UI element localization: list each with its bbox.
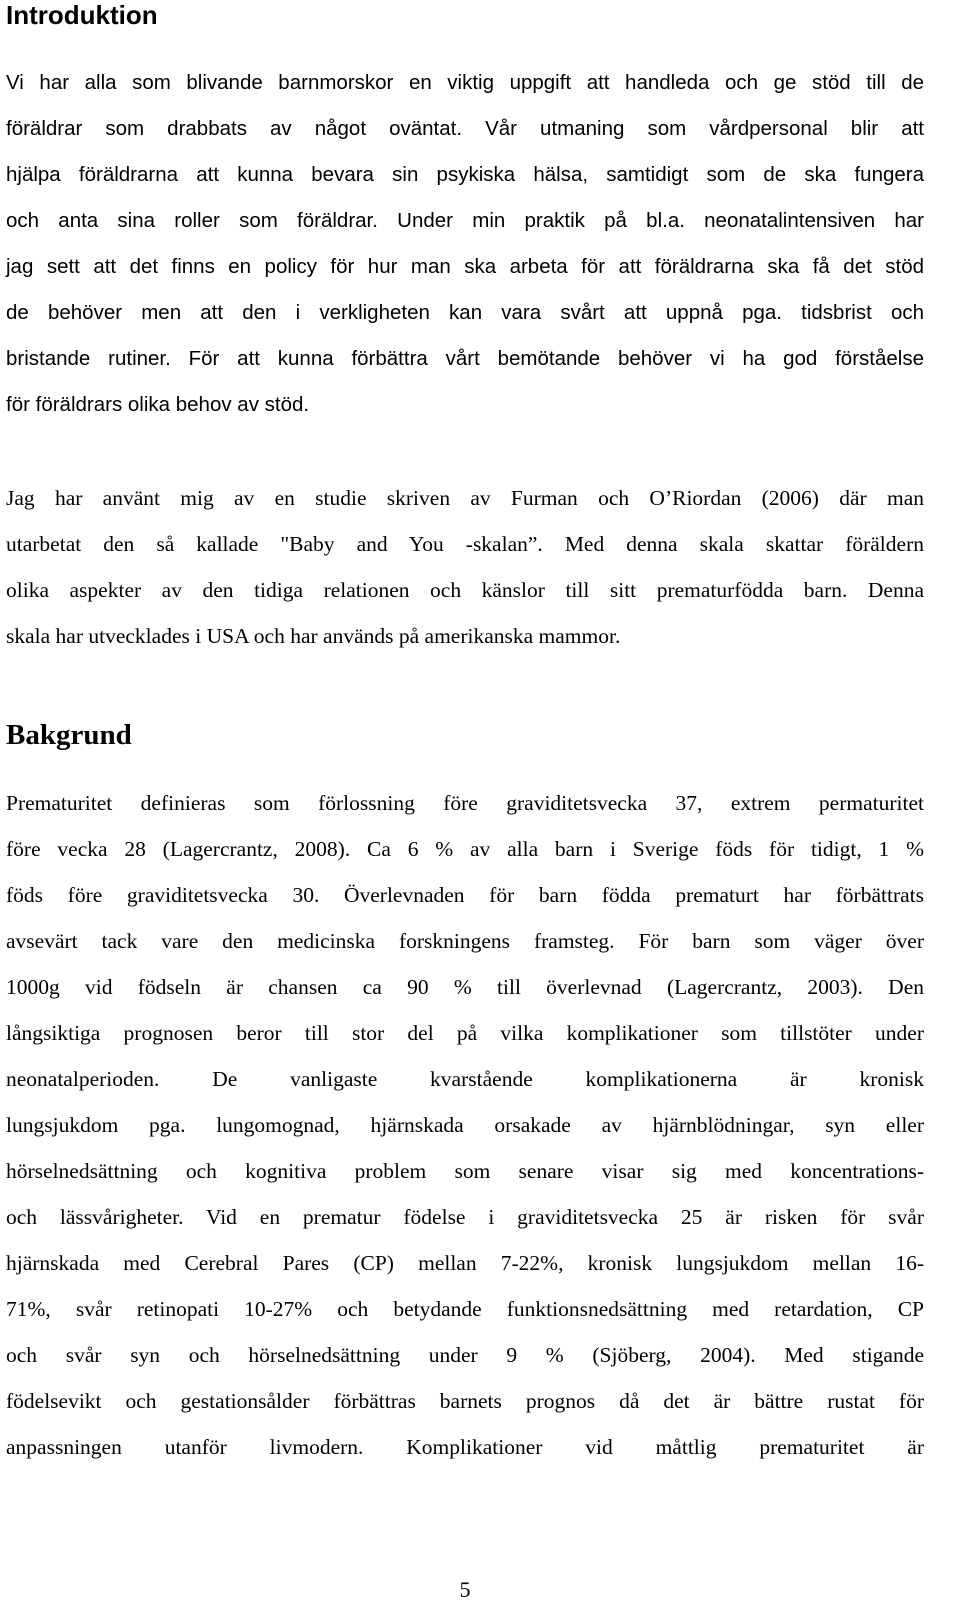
text-line: Prematuritet definieras som förlossning före graviditetsvecka 37, extrem permaturitet <box>6 791 924 815</box>
text-line: och lässvårigheter. Vid en prematur födelse i graviditetsvecka 25 är risken för svår <box>6 1205 924 1229</box>
text-line: föräldrar som drabbats av något oväntat. Vår utmaning som vårdpersonal blir att <box>6 117 924 140</box>
paragraph-intro-1 <box>6 60 924 428</box>
text-line: hörselnedsättning och kognitiva problem som senare visar sig med koncentrations- <box>6 1159 924 1183</box>
text-line: Vi har alla som blivande barnmorskor en viktig uppgift att handleda och ge stöd till de <box>6 71 924 94</box>
text-line: och svår syn och hörselnedsättning under 9 % (Sjöberg, 2004). Med stigande <box>6 1343 924 1367</box>
text-line: jag sett att det finns en policy för hur man ska arbeta för att föräldrarna ska få det stöd <box>6 255 924 278</box>
text-line: neonatalperioden. De vanligaste kvarstående komplikationerna är kronisk <box>6 1067 924 1091</box>
text-line: anpassningen utanför livmodern. Komplikationer vid måttlig prematuritet är <box>6 1435 924 1459</box>
text-line: bristande rutiner. För att kunna förbättra vårt bemötande behöver vi ha god förståelse <box>6 347 924 370</box>
text-line: 71%, svår retinopati 10-27% och betydande funktionsnedsättning med retardation, CP <box>6 1297 924 1321</box>
text-line: olika aspekter av den tidiga relationen och känslor till sitt prematurfödda barn. Denna <box>6 578 924 602</box>
text-line: skala har utvecklades i USA och har används på amerikanska mammor. <box>6 624 621 648</box>
paragraph-bakgrund-1 <box>6 780 924 1470</box>
page-number: 5 <box>459 1577 471 1602</box>
text-line: 1000g vid födseln är chansen ca 90 % till överlevnad (Lagercrantz, 2003). Den <box>6 975 924 999</box>
text-line: för föräldrars olika behov av stöd. <box>6 393 310 416</box>
text-line: födelsevikt och gestationsålder förbättras barnets prognos då det är bättre rustat för <box>6 1389 924 1413</box>
text-line: föds före graviditetsvecka 30. Överlevnaden för barn födda prematurt har förbättrats <box>6 883 924 907</box>
text-line: långsiktiga prognosen beror till stor del på vilka komplikationer som tillstöter under <box>6 1021 924 1045</box>
section-heading-bakgrund: Bakgrund <box>6 719 132 751</box>
paragraph-intro-2 <box>6 475 924 659</box>
text-line: före vecka 28 (Lagercrantz, 2008). Ca 6 % av alla barn i Sverige föds för tidigt, 1 % <box>6 837 924 861</box>
section-heading-introduktion: Introduktion <box>6 0 158 30</box>
text-line: lungsjukdom pga. lungomognad, hjärnskada orsakade av hjärnblödningar, syn eller <box>6 1113 924 1137</box>
text-line: avsevärt tack vare den medicinska forskningens framsteg. För barn som väger över <box>6 929 924 953</box>
text-line: hjälpa föräldrarna att kunna bevara sin psykiska hälsa, samtidigt som de ska fungera <box>6 163 924 186</box>
text-line: utarbetat den så kallade "Baby and You -skalan”. Med denna skala skattar föräldern <box>6 532 924 556</box>
text-line: och anta sina roller som föräldrar. Under min praktik på bl.a. neonatalintensiven har <box>6 209 924 232</box>
text-line: de behöver men att den i verkligheten kan vara svårt att uppnå pga. tidsbrist och <box>6 301 924 324</box>
text-line: hjärnskada med Cerebral Pares (CP) mellan 7-22%, kronisk lungsjukdom mellan 16- <box>6 1251 924 1275</box>
text-line: Jag har använt mig av en studie skriven av Furman och O’Riordan (2006) där man <box>6 486 924 510</box>
